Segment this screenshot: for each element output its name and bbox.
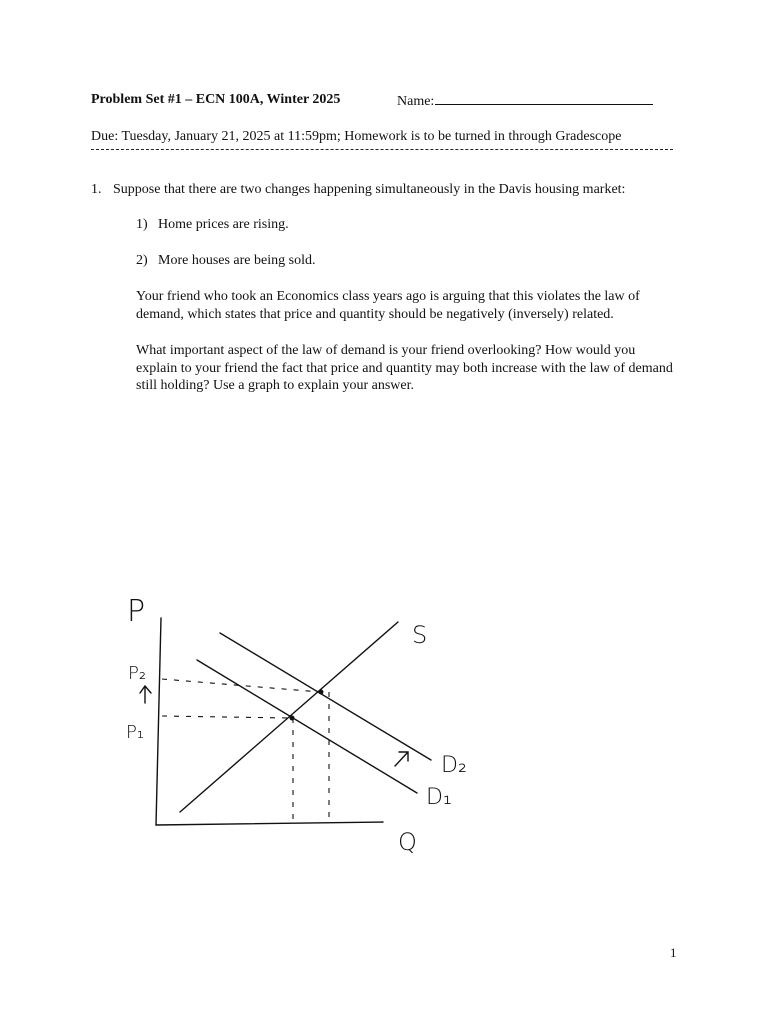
p1-dashed-guide (162, 716, 290, 718)
due-date-text: Due: Tuesday, January 21, 2025 at 11:59pm; Homework is to be turned in through Gradescope (91, 129, 622, 144)
list-item-text: Home prices are rising. (158, 217, 289, 232)
demand-curve-2 (220, 633, 431, 760)
header-row (91, 92, 435, 109)
page-number: 1 (670, 945, 677, 960)
equilibrium-point-1 (290, 716, 295, 721)
list-item (136, 252, 315, 270)
demand-curve-1 (197, 660, 417, 793)
paragraph-friend-argument: Your friend who took an Economics class years ago is arguing that this violates the law of demand, which states that price and quantity should be negatively (inversely) related. (136, 289, 640, 322)
demand-2-label: D₂ (441, 753, 467, 778)
name-field (397, 92, 653, 110)
question-number: 1. (91, 182, 102, 197)
y-axis-line (156, 618, 161, 825)
dashed-divider (91, 149, 673, 150)
price-1-label: P₁ (126, 722, 145, 743)
demand-1-label: D₁ (426, 785, 452, 810)
problem-set-title: Problem Set #1 – ECN 100A, Winter 2025 (91, 92, 341, 107)
list-item-number: 1) (136, 217, 148, 232)
name-blank-line (435, 92, 653, 105)
y-axis-label: P (127, 594, 146, 629)
shift-arrow-icon (395, 752, 408, 766)
p2-dashed-guide (162, 679, 320, 692)
question-1 (91, 181, 691, 199)
supply-label: S (412, 621, 428, 649)
x-axis-line (156, 822, 383, 825)
equilibrium-point-2 (319, 690, 324, 695)
list-item-text: More houses are being sold. (158, 253, 316, 268)
supply-curve (180, 622, 398, 812)
list-item-number: 2) (136, 253, 148, 268)
question-text: Suppose that there are two changes happening simultaneously in the Davis housing market: (113, 182, 626, 197)
list-item (136, 216, 289, 234)
x-axis-label: Q (398, 828, 417, 856)
up-arrow-icon (140, 686, 151, 703)
paragraph-question-prompt: What important aspect of the law of demand is your friend overlooking? How would you explain to your friend the fact that price and quantity may both increase with the law of demand still holding? Use a graph to explain your answer. (136, 343, 673, 393)
price-2-label: P₂ (128, 663, 147, 684)
name-label: Name: (397, 94, 435, 109)
